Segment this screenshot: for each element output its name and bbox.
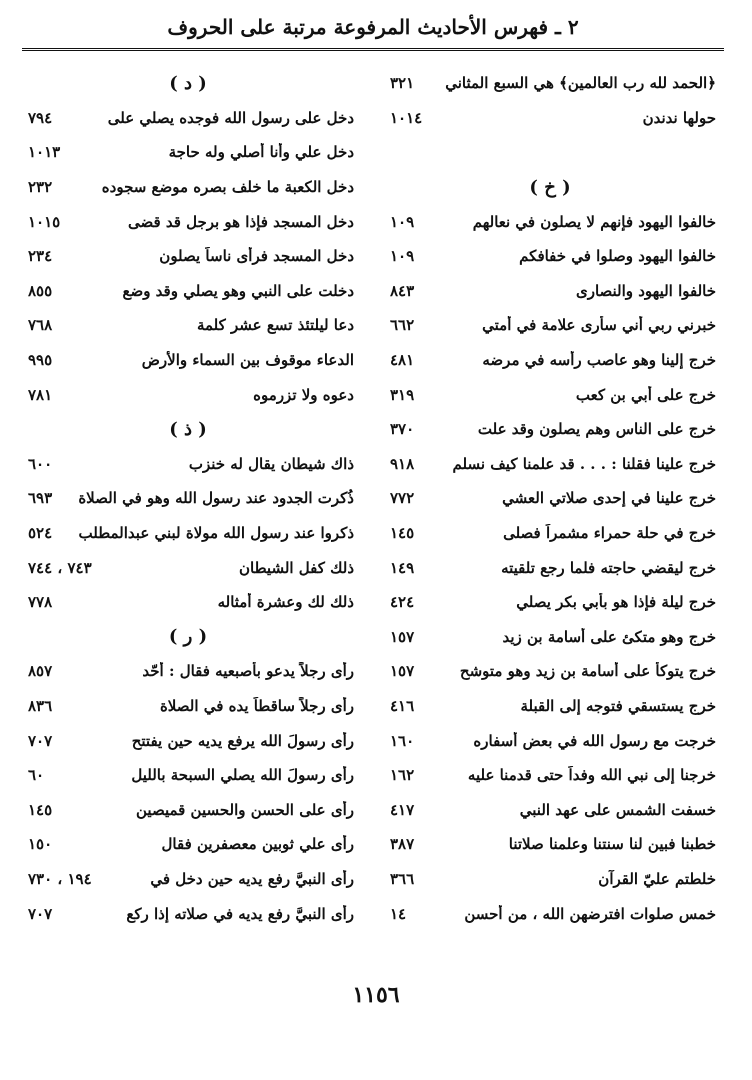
index-entry: [22, 827, 354, 862]
hadith-text: دعوه ولا تزرموه: [253, 385, 354, 404]
header-rule: [22, 48, 724, 51]
index-entry: [22, 689, 354, 724]
hadith-number: ٤٨١: [390, 351, 415, 370]
hadith-number: ١٤٥: [390, 524, 415, 543]
hadith-text: دخل المسجد فإذا هو برجل قد قضى: [127, 212, 354, 231]
index-entry: [384, 689, 716, 724]
index-entry: [22, 723, 354, 758]
hadith-number: ٧٧٢: [390, 489, 415, 508]
index-entry: [22, 654, 354, 689]
letter-section-heading: ( خ ): [529, 176, 571, 198]
hadith-number: ٥٢٤: [28, 524, 53, 543]
index-entry: [384, 66, 716, 101]
hadith-number: ٤١٦: [390, 696, 415, 715]
index-entry: [384, 308, 716, 343]
hadith-text: رأى رسولَ الله يصلي السبحة بالليل: [131, 766, 354, 785]
hadith-number: ٣١٩: [390, 385, 415, 404]
hadith-number: ٧٩٤: [28, 108, 53, 127]
hadith-number: ١٤٩: [390, 558, 415, 577]
hadith-number: ٣٧٠: [390, 420, 415, 439]
index-entry: [22, 170, 354, 205]
hadith-text: خرجنا إلى نبي الله وفداً حتى قدمنا عليه: [467, 766, 716, 785]
index-entry: [384, 516, 716, 551]
hadith-text: خرج على أبي بن كعب: [575, 385, 716, 404]
hadith-text: رأى رجلاً ساقطاً يده في الصلاة: [159, 696, 354, 715]
hadith-number: ١٥٧: [390, 627, 415, 646]
index-entry: [22, 896, 354, 931]
hadith-text: خرج إلينا وهو عاصب رأسه في مرضه: [482, 351, 716, 370]
hadith-text: خرج علينا فقلنا : . . . قد علمنا كيف نسلم: [452, 454, 716, 473]
page-number: ١١٥٦: [352, 982, 400, 1008]
hadith-number: ٨٥٧: [28, 662, 53, 681]
hadith-text: الدعاء موقوف بين السماء والأرض: [141, 351, 354, 370]
hadith-text: خالفوا اليهود وصلوا في خفافكم: [519, 247, 716, 266]
index-entry: [22, 377, 354, 412]
hadith-text: رأى علي ثوبين معصفرين فقال: [161, 835, 354, 854]
index-entry: [384, 758, 716, 793]
index-entry: [22, 239, 354, 274]
spacer: [384, 135, 716, 170]
hadith-text: رأى النبيَّ رفع يديه في صلاته إذا ركع: [126, 904, 354, 923]
hadith-number: ١٠١٥: [28, 212, 61, 231]
index-entry: [384, 620, 716, 655]
index-entry: [22, 343, 354, 378]
hadith-text: حولها ندندن: [642, 108, 716, 127]
index-entry: [22, 204, 354, 239]
index-entry: [384, 239, 716, 274]
hadith-number: ١٤٥: [28, 800, 53, 819]
hadith-number: ٢٣٢: [28, 178, 53, 197]
index-entry: [384, 862, 716, 897]
hadith-number: ٧٨١: [28, 385, 53, 404]
hadith-text: رأى على الحسن والحسين قميصين: [136, 800, 354, 819]
index-entry: [384, 896, 716, 931]
hadith-text: خالفوا اليهود والنصارى: [575, 281, 716, 300]
hadith-number: ٣٢١: [390, 74, 415, 93]
index-entry: [22, 274, 354, 309]
hadith-text: دخل الكعبة ما خلف بصره موضع سجوده: [101, 178, 354, 197]
index-entry: [384, 550, 716, 585]
index-entry: [22, 101, 354, 136]
letter-section-heading: ( ذ ): [169, 418, 207, 440]
hadith-text: دخلت على النبي وهو يصلي وقد وضع: [122, 281, 354, 300]
hadith-number: ٦٠: [28, 766, 45, 785]
index-entry: [22, 135, 354, 170]
hadith-number: ٣٨٧: [390, 835, 415, 854]
index-entry: [384, 343, 716, 378]
index-entry: [384, 412, 716, 447]
letter-section-heading: ( ر ): [168, 626, 208, 648]
hadith-number: ١٦٠: [390, 731, 415, 750]
hadith-text: خرج علينا في إحدى صلاتي العشي: [502, 489, 716, 508]
hadith-text: خسفت الشمس على عهد النبي: [519, 800, 716, 819]
hadith-number: ٧٧٨: [28, 593, 53, 612]
hadith-number: ١٥٧: [390, 662, 415, 681]
hadith-number: ٣٦٦: [390, 869, 415, 888]
letter-section-heading: ( د ): [169, 72, 207, 94]
hadith-number: ٨٣٦: [28, 696, 53, 715]
index-entry: [384, 274, 716, 309]
hadith-text: خطبنا فبين لنا سنتنا وعلمنا صلاتنا: [508, 835, 716, 854]
hadith-number: ٦٠٠: [28, 454, 53, 473]
hadith-number: ١٠١٤: [390, 108, 423, 127]
hadith-number: ٢٣٤: [28, 247, 53, 266]
hadith-number: ١٠١٣: [28, 143, 61, 162]
hadith-number: ٧٠٧: [28, 904, 53, 923]
hadith-text: رأى رجلاً يدعو بأصبعيه فقال : أحّد: [142, 662, 354, 681]
hadith-text: دخل علي وأنا أصلي وله حاجة: [168, 143, 354, 162]
hadith-text: ذلك كفل الشيطان: [239, 558, 354, 577]
index-entry: [22, 758, 354, 793]
hadith-text: ذاك شيطان يقال له خنزب: [188, 454, 354, 473]
index-entry: [384, 101, 716, 136]
hadith-number: ٨٤٣: [390, 281, 415, 300]
hadith-text: خبرني ربي أني سأرى علامة في أمتي: [482, 316, 716, 335]
index-entry: [22, 308, 354, 343]
hadith-text: دخل المسجد فرأى ناساً يصلون: [159, 247, 354, 266]
hadith-number: ٦٩٣: [28, 489, 53, 508]
index-entry: [384, 723, 716, 758]
hadith-text: ذكروا عند رسول الله مولاة لبني عبدالمطلب: [78, 524, 354, 543]
index-entry: [22, 481, 354, 516]
hadith-text: رأى رسولَ الله يرفع يديه حين يفتتح: [131, 731, 354, 750]
index-entry: [384, 827, 716, 862]
index-entry: [384, 585, 716, 620]
hadith-text: خرج ليلة فإذا هو بأبي بكر يصلي: [516, 593, 716, 612]
hadith-number: ٤٢٤: [390, 593, 415, 612]
hadith-text: خرج يستسقي فتوجه إلى القبلة: [520, 696, 716, 715]
hadith-text: خرج في حلة حمراء مشمراً فصلى: [503, 524, 716, 543]
hadith-number: ١٠٩: [390, 212, 415, 231]
index-entry: [22, 550, 354, 585]
hadith-text: خلطتم عليّ القرآن: [598, 869, 716, 888]
index-entry: [384, 377, 716, 412]
hadith-number: ٩٩٥: [28, 351, 53, 370]
hadith-number: ٧٠٧: [28, 731, 53, 750]
hadith-number: ٧٤٣ ، ٧٤٤: [28, 558, 92, 577]
hadith-number: ٧٦٨: [28, 316, 53, 335]
hadith-text: خرجت مع رسول الله في بعض أسفاره: [473, 731, 716, 750]
hadith-number: ٤١٧: [390, 800, 415, 819]
index-entry: [384, 792, 716, 827]
hadith-text: دعا ليلتئذ تسع عشر كلمة: [196, 316, 354, 335]
index-entry: [22, 585, 354, 620]
hadith-number: ١٠٩: [390, 247, 415, 266]
index-entry: [384, 204, 716, 239]
hadith-text: خرج على الناس وهم يصلون وقد علت: [477, 420, 716, 439]
hadith-text: ذُكرت الجدود عند رسول الله وهو في الصلاة: [78, 489, 354, 508]
hadith-text: خرج ليقضي حاجته فلما رجع تلقيته: [501, 558, 716, 577]
hadith-number: ٦٦٢: [390, 316, 415, 335]
hadith-text: ذلك لك وعشرة أمثاله: [217, 593, 354, 612]
hadith-text: ﴿الحمد لله رب العالمين﴾ هي السبع المثاني: [445, 74, 716, 93]
left-column-index: [22, 66, 354, 931]
index-entry: [384, 447, 716, 482]
index-entry: [22, 792, 354, 827]
hadith-number: ١٩٤ ، ٧٣٠: [28, 869, 92, 888]
hadith-number: ١٦٢: [390, 766, 415, 785]
index-entry: [22, 516, 354, 551]
hadith-text: خرج وهو متكئ على أسامة بن زيد: [502, 627, 716, 646]
hadith-text: رأى النبيَّ رفع يديه حين دخل في: [150, 869, 354, 888]
index-entry: [22, 862, 354, 897]
index-entry: [22, 447, 354, 482]
index-entry: [384, 481, 716, 516]
index-entry: [384, 654, 716, 689]
hadith-number: ١٥٠: [28, 835, 53, 854]
hadith-text: خرج يتوكأ على أسامة بن زيد وهو متوشح: [459, 662, 716, 681]
page-header-title: ٢ ـ فهرس الأحاديث المرفوعة مرتبة على الحروف: [167, 15, 579, 39]
hadith-number: ٨٥٥: [28, 281, 53, 300]
hadith-text: دخل على رسول الله فوجده يصلي على: [107, 108, 354, 127]
hadith-text: خالفوا اليهود فإنهم لا يصلون في نعالهم: [472, 212, 716, 231]
hadith-number: ١٤: [390, 904, 407, 923]
right-column-index: [384, 66, 716, 931]
hadith-number: ٩١٨: [390, 454, 415, 473]
hadith-text: خمس صلوات افترضهن الله ، من أحسن: [464, 904, 716, 923]
